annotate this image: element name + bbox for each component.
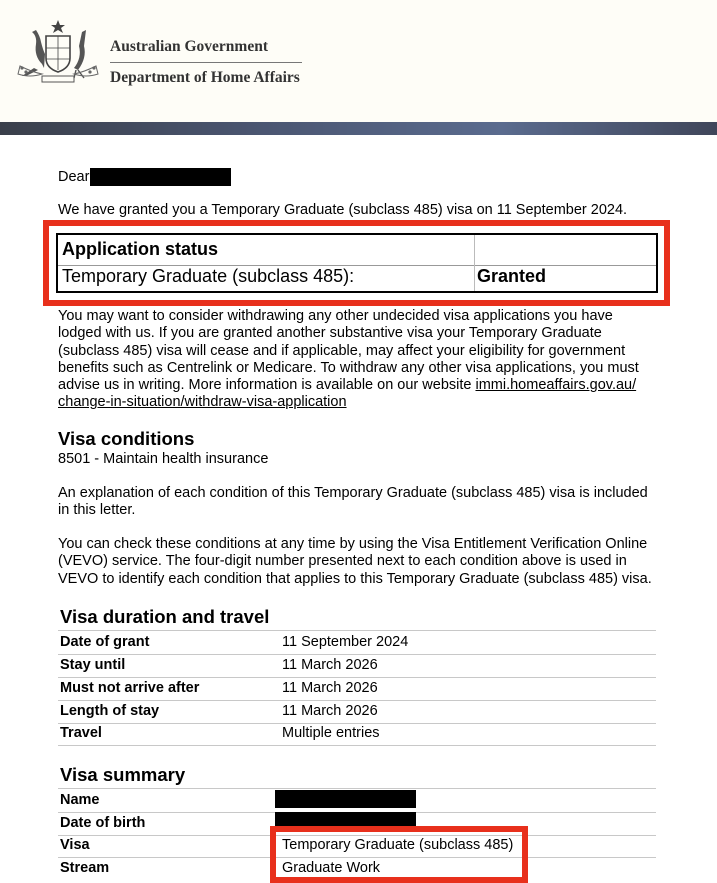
header-bar (0, 122, 717, 135)
visa-summary-heading: Visa summary (60, 764, 186, 785)
row-label: Length of stay (60, 703, 160, 719)
visa-conditions-heading: Visa conditions (58, 428, 195, 449)
highlight-frame-visa (270, 826, 528, 883)
table-row (58, 700, 656, 724)
status-value: Granted (477, 266, 547, 286)
row-value: 11 March 2026 (282, 703, 378, 719)
grant-intro: We have granted you a Temporary Graduate (subclass 485) visa on 11 September 2024. (58, 202, 628, 218)
row-label: Stream (60, 860, 110, 876)
highlight-frame-status (43, 220, 670, 306)
row-label: Visa (60, 837, 90, 853)
org-name-line2: Department of Home Affairs (110, 69, 300, 86)
salutation: Dear (58, 169, 90, 185)
row-value: 11 September 2024 (282, 634, 409, 650)
row-value: 11 March 2026 (282, 680, 378, 696)
table-row (58, 654, 656, 678)
row-label: Name (60, 792, 100, 808)
row-label: Date of grant (60, 634, 150, 650)
visa-duration-heading: Visa duration and travel (60, 606, 270, 627)
condition-item: 8501 - Maintain health insurance (58, 451, 269, 467)
coat-of-arms-icon (12, 18, 104, 88)
table-row (58, 722, 656, 746)
status-visa-label: Temporary Graduate (subclass 485): (62, 266, 355, 286)
row-value: Temporary Graduate (subclass 485) (282, 837, 514, 853)
row-label: Stay until (60, 657, 126, 673)
letterhead (0, 0, 717, 122)
vevo-paragraph: You can check these conditions at any time by using the Visa Entitlement Verification Online (VEVO) service. The four-digit number presented next to each condition above is used in VEVO to identify each condition that applies to this Temporary Graduate (subclass 485) visa. (58, 536, 652, 587)
row-label: Travel (60, 725, 102, 741)
redacted-name (275, 790, 416, 808)
row-value: Graduate Work (282, 860, 381, 876)
application-status-heading: Application status (62, 239, 219, 259)
withdraw-paragraph (58, 308, 658, 412)
withdraw-link[interactable]: immi.homeaffairs.gov.au/ change-in-situation/withdraw-visa-application (58, 377, 637, 411)
redacted-name (90, 168, 231, 186)
org-name-line1: Australian Government (110, 38, 269, 55)
conditions-explanation: An explanation of each condition of this Temporary Graduate (subclass 485) visa is included in this letter. (58, 485, 648, 519)
table-row (58, 631, 656, 655)
row-label: Must not arrive after (60, 680, 200, 696)
withdraw-text: You may want to consider withdrawing any other undecided visa applications you have lodged with us. If you are granted another substantive visa your Temporary Graduate (subclass 485) visa will cease and if applicable, may affect your eligibility for government benefits such as Centrelink or Medicare. To withdraw any other visa applications, you must advise us in writing. More information is available on our website (58, 308, 639, 394)
letterhead-divider (110, 62, 302, 63)
row-label: Date of birth (60, 815, 146, 831)
table-row (58, 677, 656, 701)
row-value: Multiple entries (282, 725, 380, 741)
row-value: 11 March 2026 (282, 657, 378, 673)
